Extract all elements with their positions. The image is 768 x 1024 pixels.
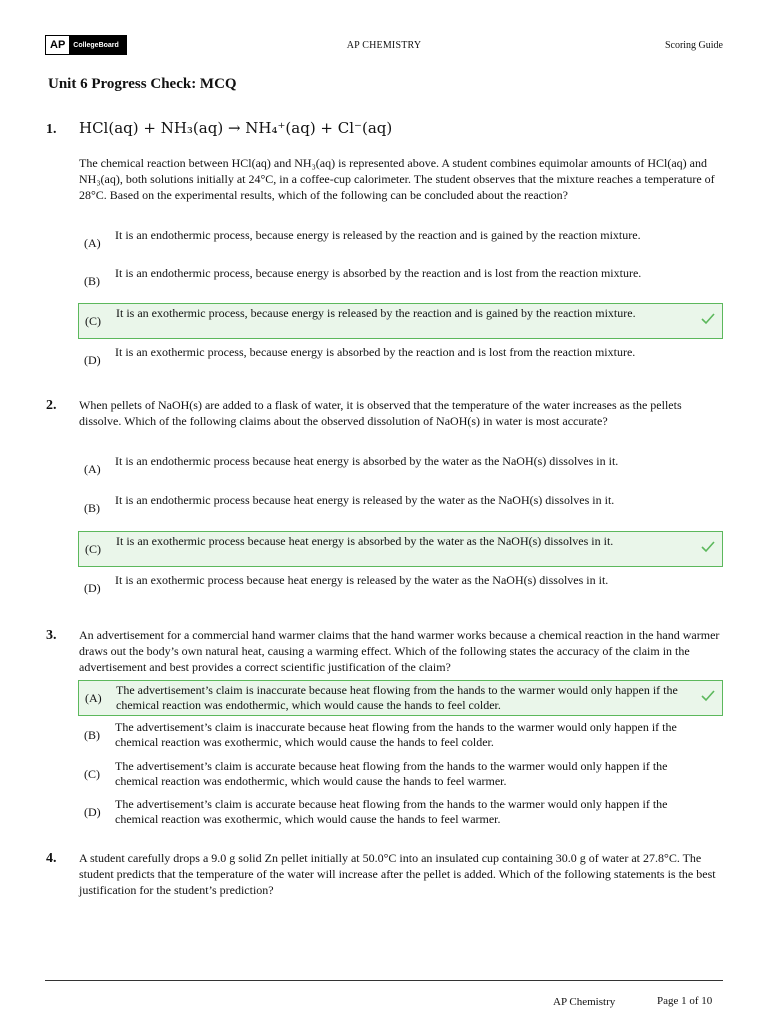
question-2-option-b[interactable] xyxy=(78,491,723,527)
question-4-stem: A student carefully drops a 9.0 g solid Zn pellet initially at 50.0°C into an insulated cup containing 30.0 g of water at 27.8°C. The student predicts that the temperature of the water will increase after the pellet is added. Which of the following statements is the best justification for the student’s prediction? xyxy=(79,851,716,897)
option-text: It is an endothermic process, because energy is absorbed by the reaction and is lost from the reaction mixture. xyxy=(115,266,642,280)
header-scoring-guide: Scoring Guide xyxy=(664,40,723,51)
option-letter: (A) xyxy=(84,236,101,250)
option-letter: (B) xyxy=(84,501,100,515)
option-letter: (C) xyxy=(85,542,101,556)
question-2-option-d[interactable] xyxy=(78,571,723,607)
page-title: Unit 6 Progress Check: MCQ xyxy=(48,76,237,92)
option-letter: (B) xyxy=(84,728,100,742)
question-2-option-c[interactable] xyxy=(78,531,723,567)
question-1-number: 1. xyxy=(46,122,57,137)
option-letter: (B) xyxy=(84,274,100,288)
question-3-stem: An advertisement for a commercial hand warmer claims that the hand warmer works because a chemical reaction in the hand warmer draws out the body’s own natural heat, causing a warming effect. Which of the following states the accuracy of the claim in the advertisement and best provides a correct scientific justification of the claim? xyxy=(79,628,720,674)
option-letter: (A) xyxy=(84,462,101,476)
option-text: It is an exothermic process because heat energy is released by the water as the NaOH(s) dissolves in it. xyxy=(115,573,609,587)
option-letter: (D) xyxy=(84,805,101,819)
question-1-stem: The chemical reaction between HCl(aq) and NH₃(aq) is represented above. A student combines equimolar amounts of HCl(aq) and NH₃(aq), both solutions initially at 24°C, in a coffee-cup calorimeter. The student observes that the mixture reaches a temperature of 28°C. Based on the experimental results, which of the following can be concluded about the reaction? xyxy=(79,156,715,202)
question-3-option-d[interactable] xyxy=(78,795,723,831)
logo-ap: AP xyxy=(46,36,69,54)
question-2-number: 2. xyxy=(46,398,57,413)
option-letter: (C) xyxy=(84,767,100,781)
option-letter: (C) xyxy=(85,314,101,328)
question-3-option-c[interactable] xyxy=(78,757,723,793)
question-2-option-a[interactable] xyxy=(78,452,723,488)
question-3-number: 3. xyxy=(46,628,57,643)
question-1-option-c[interactable] xyxy=(78,303,723,339)
check-icon xyxy=(700,688,716,704)
option-letter: (A) xyxy=(85,691,102,705)
question-3-option-a[interactable] xyxy=(78,680,723,716)
option-text: The advertisement’s claim is inaccurate because heat flowing from the hands to the warmer would only happen if the chemical reaction was endothermic, which would cause the hands to feel colder. xyxy=(116,683,678,712)
logo-collegeboard: CollegeBoard xyxy=(69,36,126,54)
question-1-option-d[interactable] xyxy=(78,343,723,379)
question-4-number: 4. xyxy=(46,851,57,866)
option-text: It is an exothermic process because heat energy is absorbed by the water as the NaOH(s) dissolves in it. xyxy=(116,534,614,548)
option-text: The advertisement’s claim is inaccurate because heat flowing from the hands to the warmer would only happen if the chemical reaction was exothermic, which would cause the hands to feel colder. xyxy=(115,720,677,749)
header-subject: AP CHEMISTRY xyxy=(346,40,422,51)
check-icon xyxy=(700,311,716,327)
option-text: It is an exothermic process, because energy is released by the reaction and is gained by the reaction mixture. xyxy=(116,306,636,320)
question-3-option-b[interactable] xyxy=(78,718,723,754)
option-text: The advertisement’s claim is accurate because heat flowing from the hands to the warmer would only happen if the chemical reaction was exothermic, which would cause the hands to feel warmer. xyxy=(115,797,668,826)
footer-course: AP Chemistry xyxy=(553,996,616,1008)
option-text: The advertisement’s claim is accurate because heat flowing from the hands to the warmer would only happen if the chemical reaction was endothermic, which would cause the hands to feel warmer. xyxy=(115,759,668,788)
option-letter: (D) xyxy=(84,353,101,367)
option-text: It is an endothermic process because heat energy is released by the water as the NaOH(s) dissolves in it. xyxy=(115,493,615,507)
check-icon xyxy=(700,539,716,555)
question-1-equation: HCl(aq) + NH₃(aq) → NH₄⁺(aq) + Cl⁻(aq) xyxy=(79,119,393,137)
footer-divider xyxy=(45,980,723,981)
option-text: It is an endothermic process, because energy is released by the reaction and is gained by the reaction mixture. xyxy=(115,228,641,242)
question-1-option-b[interactable] xyxy=(78,264,723,300)
option-letter: (D) xyxy=(84,581,101,595)
footer-page-number: Page 1 of 10 xyxy=(657,995,713,1007)
question-1-option-a[interactable] xyxy=(78,226,723,262)
option-text: It is an endothermic process because heat energy is absorbed by the water as the NaOH(s) dissolves in it. xyxy=(115,454,619,468)
option-text: It is an exothermic process, because energy is absorbed by the reaction and is lost from the reaction mixture. xyxy=(115,345,636,359)
question-2-stem: When pellets of NaOH(s) are added to a flask of water, it is observed that the temperature of the water increases as the pellets dissolve. Which of the following claims about the observed dissolution of NaOH(s) in water is most accurate? xyxy=(79,398,682,428)
